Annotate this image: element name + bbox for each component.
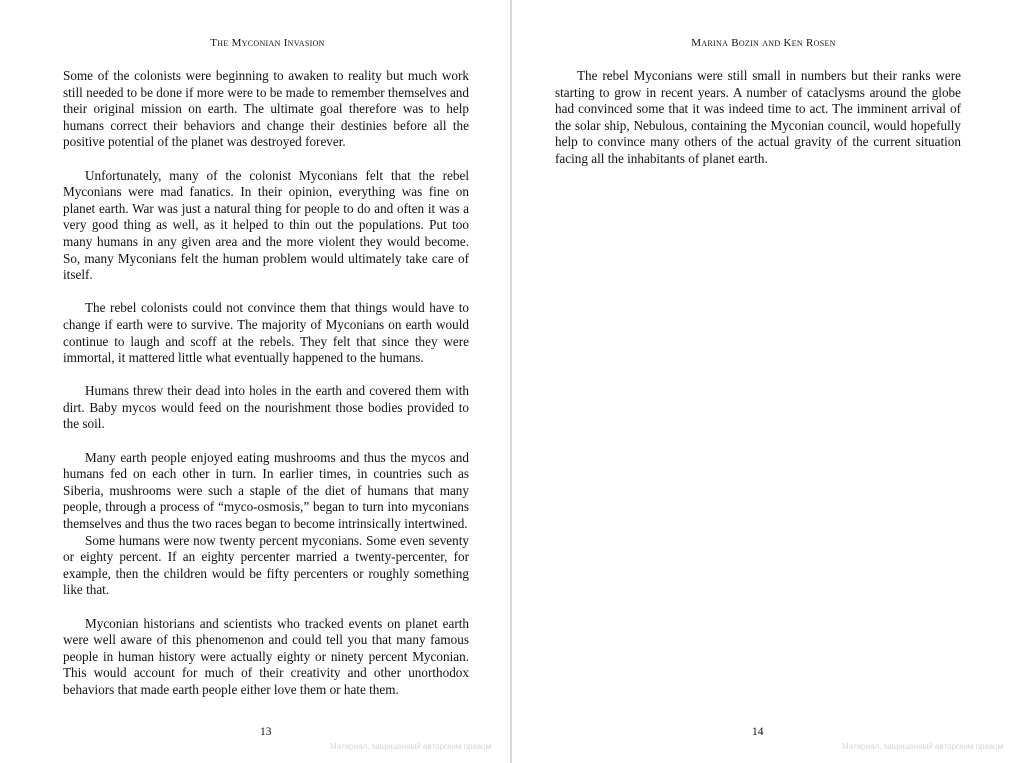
paragraph: Myconian historians and scientists who tracked events on planet earth were well aware of this phenomenon and could tell you that many famous people in human history were actually eighty or ninety percent Myconian. This would account for much of their creativity and other unorthodox behaviors that made earth people either love them or hate them.	[63, 615, 469, 697]
copyright-watermark: Материал, защищенный авторским правом	[842, 742, 1003, 751]
page-number: 13	[260, 726, 272, 738]
right-page-body	[555, 68, 961, 168]
running-head-book-title: The Myconian Invasion	[210, 37, 325, 49]
copyright-watermark: Материал, защищенный авторским правом	[330, 742, 491, 751]
paragraph: The rebel colonists could not convince them that things would have to change if earth were to survive. The majority of Myconians on earth would continue to laugh and scoff at the rebels. They felt that since they were immortal, it mattered little what eventually happened to the humans.	[63, 300, 469, 366]
left-page	[0, 0, 511, 763]
paragraph: Some humans were now twenty percent myconians. Some even seventy or eighty percent. If an eighty percenter married a twenty-percenter, for example, then the children would be fifty percenters or roughly something like that.	[63, 532, 469, 598]
paragraph: Some of the colonists were beginning to awaken to reality but much work still needed to be done if more were to be made to remember themselves and their original mission on earth. The ultimate goal therefore was to help humans correct their behaviors and change their destinies before all the positive potential of the planet was destroyed forever.	[63, 68, 469, 150]
paragraph: Unfortunately, many of the colonist Myconians felt that the rebel Myconians were mad fanatics. In their opinion, everything was fine on planet earth. War was just a natural thing for people to do and often it was a very good thing as well, as it helped to thin out the populations. Put too many humans in any given area and the more violent they would become. So, many Myconians felt the human problem would ultimately take care of itself.	[63, 167, 469, 283]
paragraph: Humans threw their dead into holes in the earth and covered them with dirt. Baby mycos would feed on the nourishment those bodies provided to the soil.	[63, 383, 469, 432]
left-page-body	[63, 68, 469, 699]
right-page	[512, 0, 1023, 763]
paragraph: Many earth people enjoyed eating mushrooms and thus the mycos and humans fed on each other in turn. In earlier times, in countries such as Siberia, mushrooms were such a staple of the diet of humans that many people, through a process of “myco-osmosis,” began to turn into myconians themselves and thus the two races began to become intrinsically intertwined.	[63, 449, 469, 532]
running-head-authors: Marina Bozin and Ken Rosen	[691, 37, 836, 49]
paragraph: The rebel Myconians were still small in numbers but their ranks were starting to grow in recent years. A number of cataclysms around the globe had convinced some that it was indeed time to act. The imminent arrival of the solar ship, Nebulous, containing the Myconian council, would hopefully help to convince many others of the actual gravity of the current situation facing all the inhabitants of planet earth.	[555, 68, 961, 166]
page-number: 14	[752, 726, 764, 738]
